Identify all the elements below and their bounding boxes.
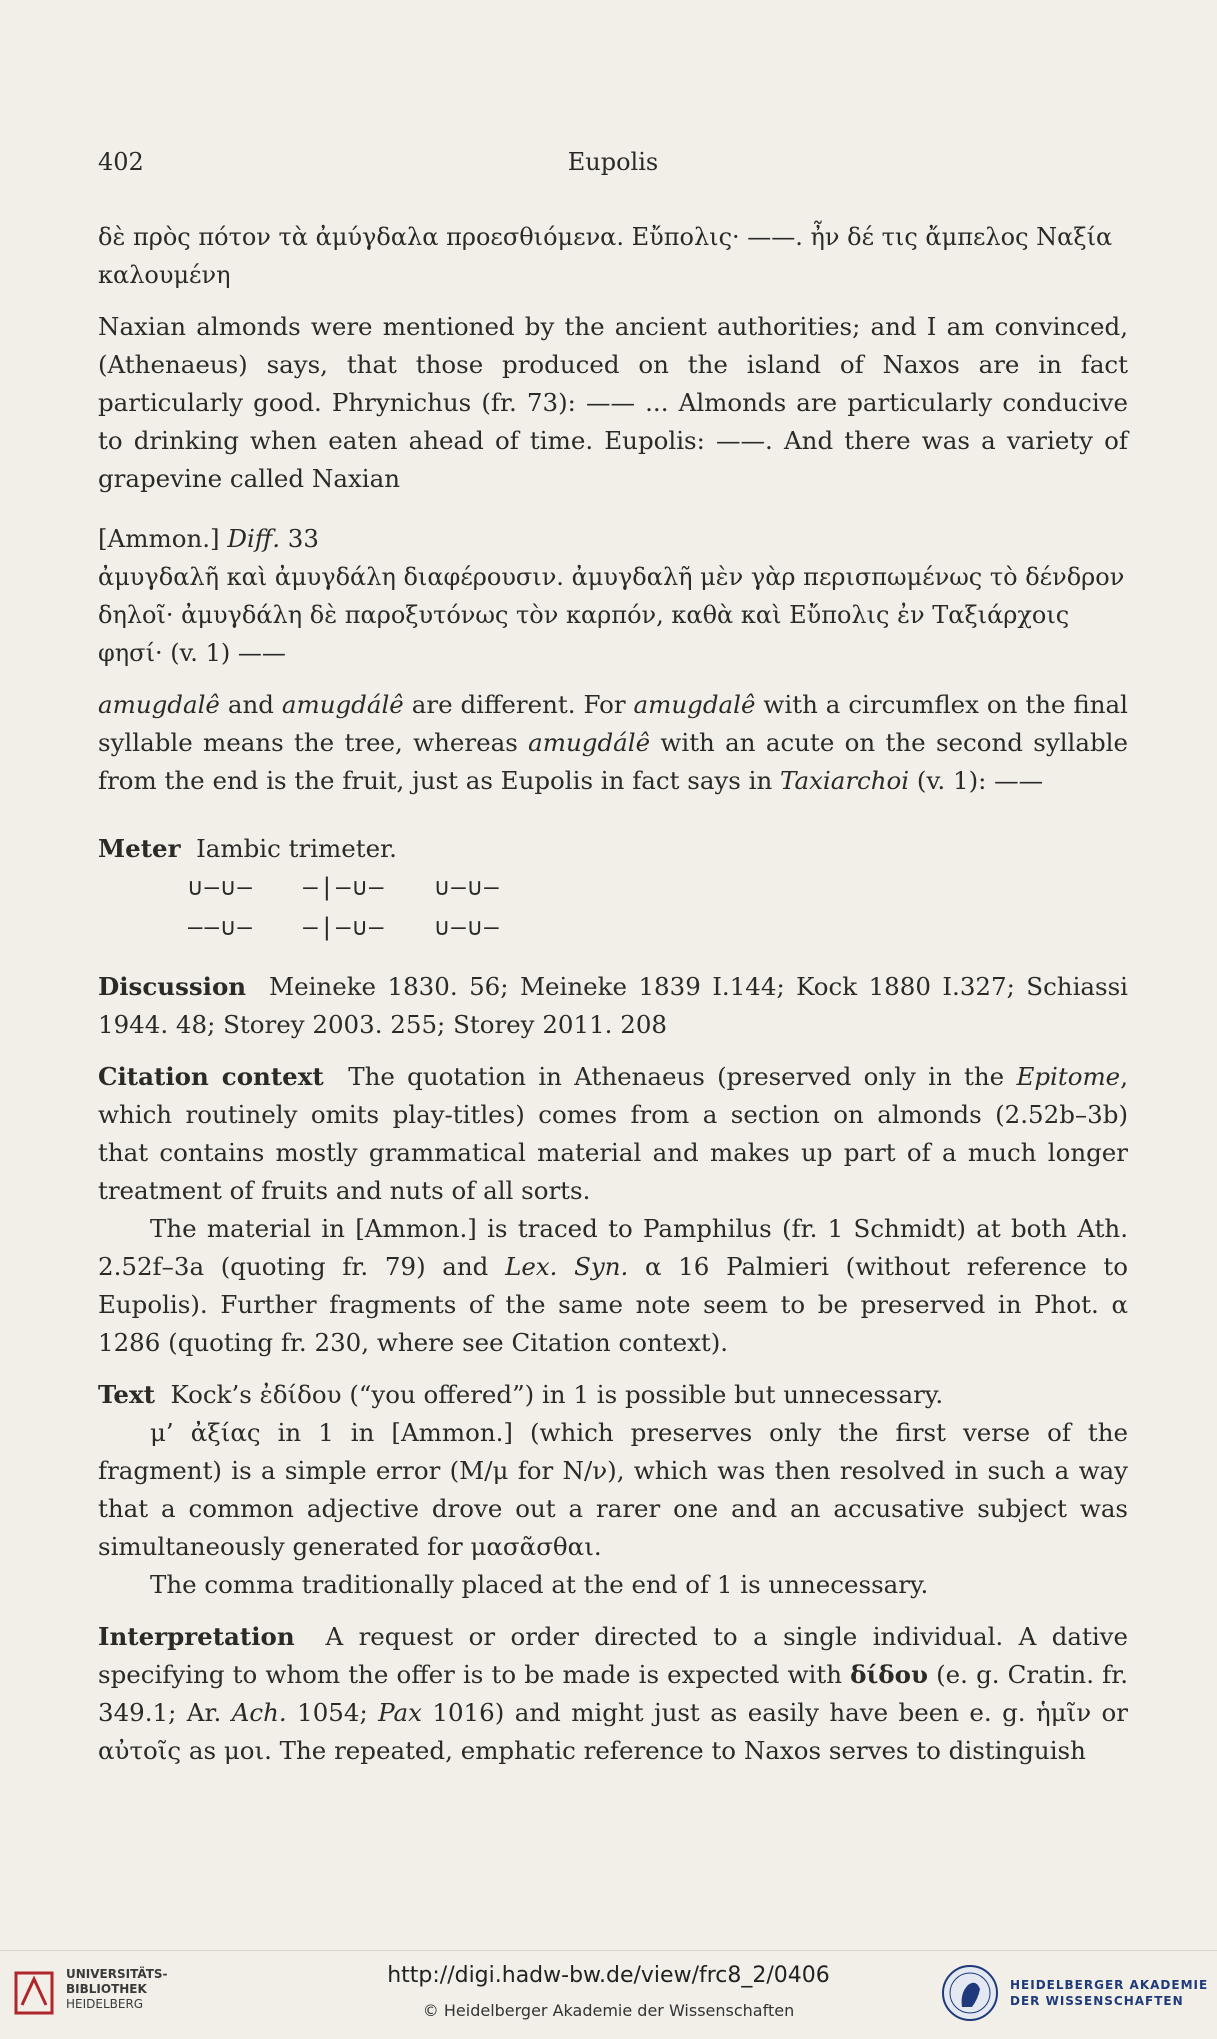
athenaeus-greek-line-2: καλουμένη [98,261,231,289]
meter-text: Iambic trimeter. [196,834,397,863]
interpretation-section [98,1618,1128,1770]
text-run: The quotation in Athenaeus (preserved only in the [348,1062,1017,1091]
page-number: 402 [98,148,144,176]
text-run: and [219,690,282,719]
text-paragraph-1: Kock’s ἐδίδου (“you offered”) in 1 is possible but unnecessary. [170,1380,944,1409]
running-title: Eupolis [567,148,659,176]
text-run: are different. For [403,690,634,719]
academy-name-line-1: HEIDELBERGER AKADEMIE [1010,1978,1209,1992]
section-label-discussion: Discussion [98,972,247,1001]
meter-scheme-line-1: ∪–∪– –|–∪– ∪–∪– [188,873,501,901]
page-body [98,218,1128,1770]
athenaeus-greek-line-1: δὲ πρὸς πότον τὰ ἀμύγδαλα προεσθιόμενα. Εὔπολις· ——. ἦν δέ τις ἄμπελος Ναξία [98,223,1113,251]
ammon-ref-text: [Ammon.] [98,524,228,553]
citation-section [98,1058,1128,1210]
text-run: A request or order directed to a single individual. A dative specifying to whom the offer is to be made is expected with [98,1622,1129,1689]
meter-scheme-line-2: ––∪– –|–∪– ∪–∪– [188,913,501,941]
academy-name-line-2: DER WISSENSCHAFTEN [1010,1994,1184,2008]
ammon-reference [98,520,1128,558]
section-label-interpretation: Interpretation [98,1622,295,1651]
copyright-notice: © Heidelberger Akademie der Wissenschaften [422,2001,795,2020]
page-header [98,148,1128,182]
work-title: Ach. [231,1698,287,1727]
section-label-meter: Meter [98,834,181,863]
athenaeus-translation: Naxian almonds were mentioned by the ancient authorities; and I am convinced, (Athenaeus) says, that those produced on the island of Naxos are in fact particularly good. Phrynichus (fr. 73): —— ... Almonds are particularly conducive to drinking when eaten ahead of time. Eupolis: ——. And there was a variety of grapevine called Naxian [98,312,1128,493]
text-run: with an acute on the second syllable from the end is the fruit, just as Eupolis in fact says in [98,728,1128,795]
citation-paragraph-2 [98,1210,1128,1362]
discussion-section [98,968,1128,1044]
academy-name [1010,1977,1208,2009]
text-run: (e. g. Cratin. fr. 349.1; Ar. [98,1660,1128,1727]
library-name-line-2: BIBLIOTHEK [66,1982,147,1996]
text-paragraph-3: The comma traditionally placed at the end of 1 is unnecessary. [150,1570,929,1599]
text-run: , which routinely omits play-titles) comes from a section on almonds (2.52b–3b) that contains mostly grammatical material and makes up part of a much longer treatment of fruits and nuts of all sorts. [98,1062,1128,1205]
greek-lemma: δίδου [850,1660,928,1689]
ammon-translation [98,686,1128,800]
work-title: Lex. Syn. [505,1252,629,1281]
term: amugdalê [633,690,756,719]
work-title: Epitome [1016,1062,1121,1091]
text-run: 1016) and might just as easily have been e. g. ἡμῖν or αὐτοῖς as μοι. The repeated, emphatic reference to Naxos serves to distinguish [98,1698,1128,1765]
text-run: 1054; [286,1698,379,1727]
term: amugdálê [528,728,651,757]
meter-section [98,830,1128,868]
term: amugdalê [98,690,220,719]
discussion-text: Meineke 1830. 56; Meineke 1839 I.144; Kock 1880 I.327; Schiassi 1944. 48; Storey 2003. 255; Storey 2011. 208 [98,972,1128,1039]
text-section [98,1376,1128,1414]
text-paragraph-2: μ’ ἀξίας in 1 in [Ammon.] (which preserves only the first verse of the fragment) is a simple error (Μ/μ for Ν/ν), which was then resolved in such a way that a common adjective drove out a rarer one and an accusative subject was simultaneously generated for μασᾶσθαι. [98,1418,1128,1561]
section-label-citation: Citation context [98,1062,324,1091]
text-run: with a circumflex on the final syllable means the tree, whereas [98,690,1128,757]
library-name-line-1: UNIVERSITÄTS- [66,1967,168,1981]
section-label-text: Text [98,1380,155,1409]
viewer-footer [0,1950,1217,2039]
academy-seal-logo-icon [940,1963,1000,2023]
work-title: Pax [378,1698,422,1727]
play-title: Taxiarchoi [780,766,910,795]
text-run: (v. 1): —— [909,766,1044,795]
text-run: The material in [Ammon.] is traced to Pamphilus (fr. 1 Schmidt) at both Ath. 2.52f–3a (quoting fr. 79) and [98,1214,1128,1281]
library-name-line-3: HEIDELBERG [66,1997,144,2011]
permalink-url[interactable]: http://digi.hadw-bw.de/view/frc8_2/0406 [387,1963,830,1988]
ammon-ref-number: 33 [280,524,319,553]
text-run: α 16 Palmieri (without reference to Eupolis). Further fragments of the same note seem to be preserved in Phot. α 1286 (quoting fr. 230, where see Citation context). [98,1252,1128,1357]
term: amugdálê [281,690,404,719]
ammon-greek: ἀμυγδαλῆ καὶ ἀμυγδάλη διαφέρουσιν. ἀμυγδαλῆ μὲν γὰρ περισπωμένως τὸ δένδρον δηλοῖ· ἀμυγδάλη δὲ παροξυτόνως τὸν καρπόν, καθὰ καὶ Εὔπολις ἐν Ταξιάρχοις φησί· (v. 1) —— [98,563,1125,667]
ammon-ref-italic: Diff. [227,524,281,553]
